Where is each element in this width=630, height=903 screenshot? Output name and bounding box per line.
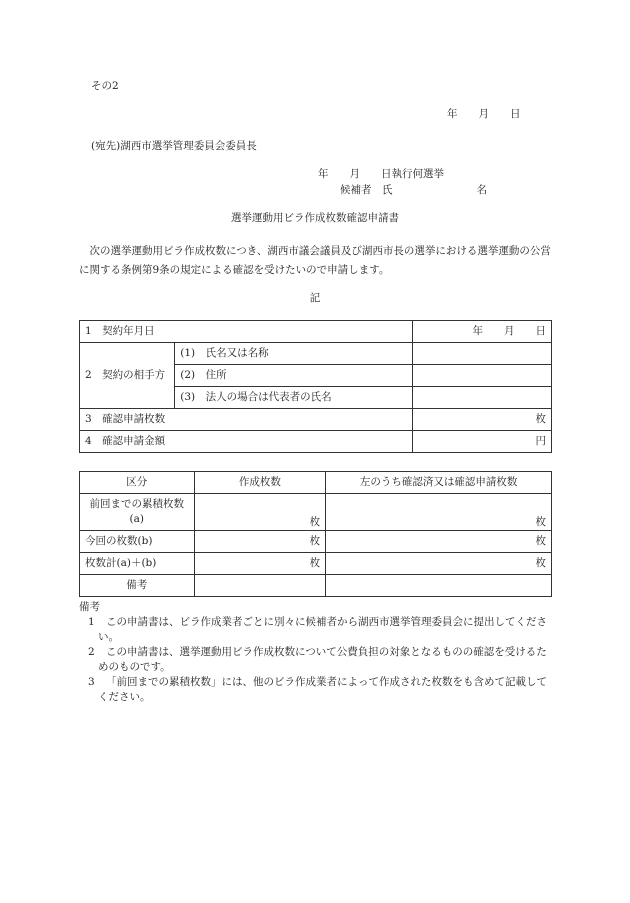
- notes-list: [88, 615, 554, 705]
- table-header-row: [80, 472, 552, 494]
- note-number: 2: [88, 646, 95, 658]
- table-row: [80, 431, 552, 453]
- cell-unit: 枚: [326, 494, 552, 531]
- cell-unit: 枚: [194, 553, 326, 575]
- count-table: [79, 471, 552, 597]
- partner-item-representative: (3) 法人の場合は代表者の氏名: [175, 387, 413, 409]
- partner-address-value: [413, 365, 552, 387]
- cell-unit: 枚: [326, 531, 552, 553]
- partner-item-address: (2) 住所: [175, 365, 413, 387]
- table-row: [80, 494, 552, 531]
- table-row: [80, 575, 552, 597]
- contract-table: [79, 320, 552, 453]
- contract-date-label: 1 契約年月日: [80, 321, 413, 343]
- partner-label: 2 契約の相手方: [80, 343, 175, 409]
- remarks-cell: [194, 575, 326, 597]
- table-row: [80, 343, 552, 365]
- note-item: [88, 675, 554, 705]
- note-text: この申請書は、選挙運動用ビラ作成枚数について公費負担の対象となるものの確認を受けるためのものです。: [98, 646, 547, 673]
- cell-unit: 枚: [326, 553, 552, 575]
- table-row: [80, 409, 552, 431]
- intro-paragraph: 次の選挙運動用ビラ作成枚数につき、湖西市議会議員及び湖西市長の選挙における選挙運動の公営に関する条例第9条の規定による確認を受けたいので申請します。: [79, 245, 551, 276]
- row-label-total: 枚数計(a)＋(b): [80, 553, 195, 575]
- table-row: [80, 321, 552, 343]
- partner-name-value: [413, 343, 552, 365]
- cell-unit: 枚: [194, 531, 326, 553]
- application-count-label: 3 確認申請枚数: [80, 409, 413, 431]
- application-count-unit: 枚: [413, 409, 552, 431]
- remarks-cell: [326, 575, 552, 597]
- note-number: 3: [88, 676, 95, 688]
- partner-representative-value: [413, 387, 552, 409]
- application-amount-unit: 円: [413, 431, 552, 453]
- candidate-name-line: 候補者 氏 名: [340, 184, 487, 196]
- row-label-cumulative: 前回までの累積枚数 (a): [80, 494, 195, 531]
- contract-date-value: 年 月 日: [413, 321, 552, 343]
- application-amount-label: 4 確認申請金額: [80, 431, 413, 453]
- note-item: [88, 645, 554, 675]
- application-date: 年 月 日: [447, 108, 521, 120]
- election-line: 年 月 日執行何選挙: [318, 168, 444, 180]
- table-row: [80, 531, 552, 553]
- row-label-current: 今回の枚数(b): [80, 531, 195, 553]
- partner-item-name: (1) 氏名又は名称: [175, 343, 413, 365]
- note-text: この申請書は、ビラ作成業者ごとに別々に候補者から湖西市選挙管理委員会に提出してください。: [98, 616, 547, 643]
- addressee: (宛先)湖西市選挙管理委員会委員長: [91, 140, 257, 152]
- note-text: 「前回までの累積枚数」には、他のビラ作成業者によって作成された枚数をも含めて記載してください。: [98, 676, 547, 703]
- ki-marker: 記: [309, 292, 321, 304]
- table-row: [80, 553, 552, 575]
- document-title: 選挙運動用ビラ作成枚数確認申請書: [231, 212, 399, 224]
- notes-heading: 備考: [79, 601, 100, 613]
- note-item: [88, 615, 554, 645]
- header-produced-count: 作成枚数: [194, 472, 326, 494]
- cell-unit: 枚: [194, 494, 326, 531]
- header-category: 区分: [80, 472, 195, 494]
- note-number: 1: [88, 616, 95, 628]
- form-number: その2: [91, 80, 119, 92]
- row-label-remarks: 備考: [80, 575, 195, 597]
- header-confirmed-count: 左のうち確認済又は確認申請枚数: [326, 472, 552, 494]
